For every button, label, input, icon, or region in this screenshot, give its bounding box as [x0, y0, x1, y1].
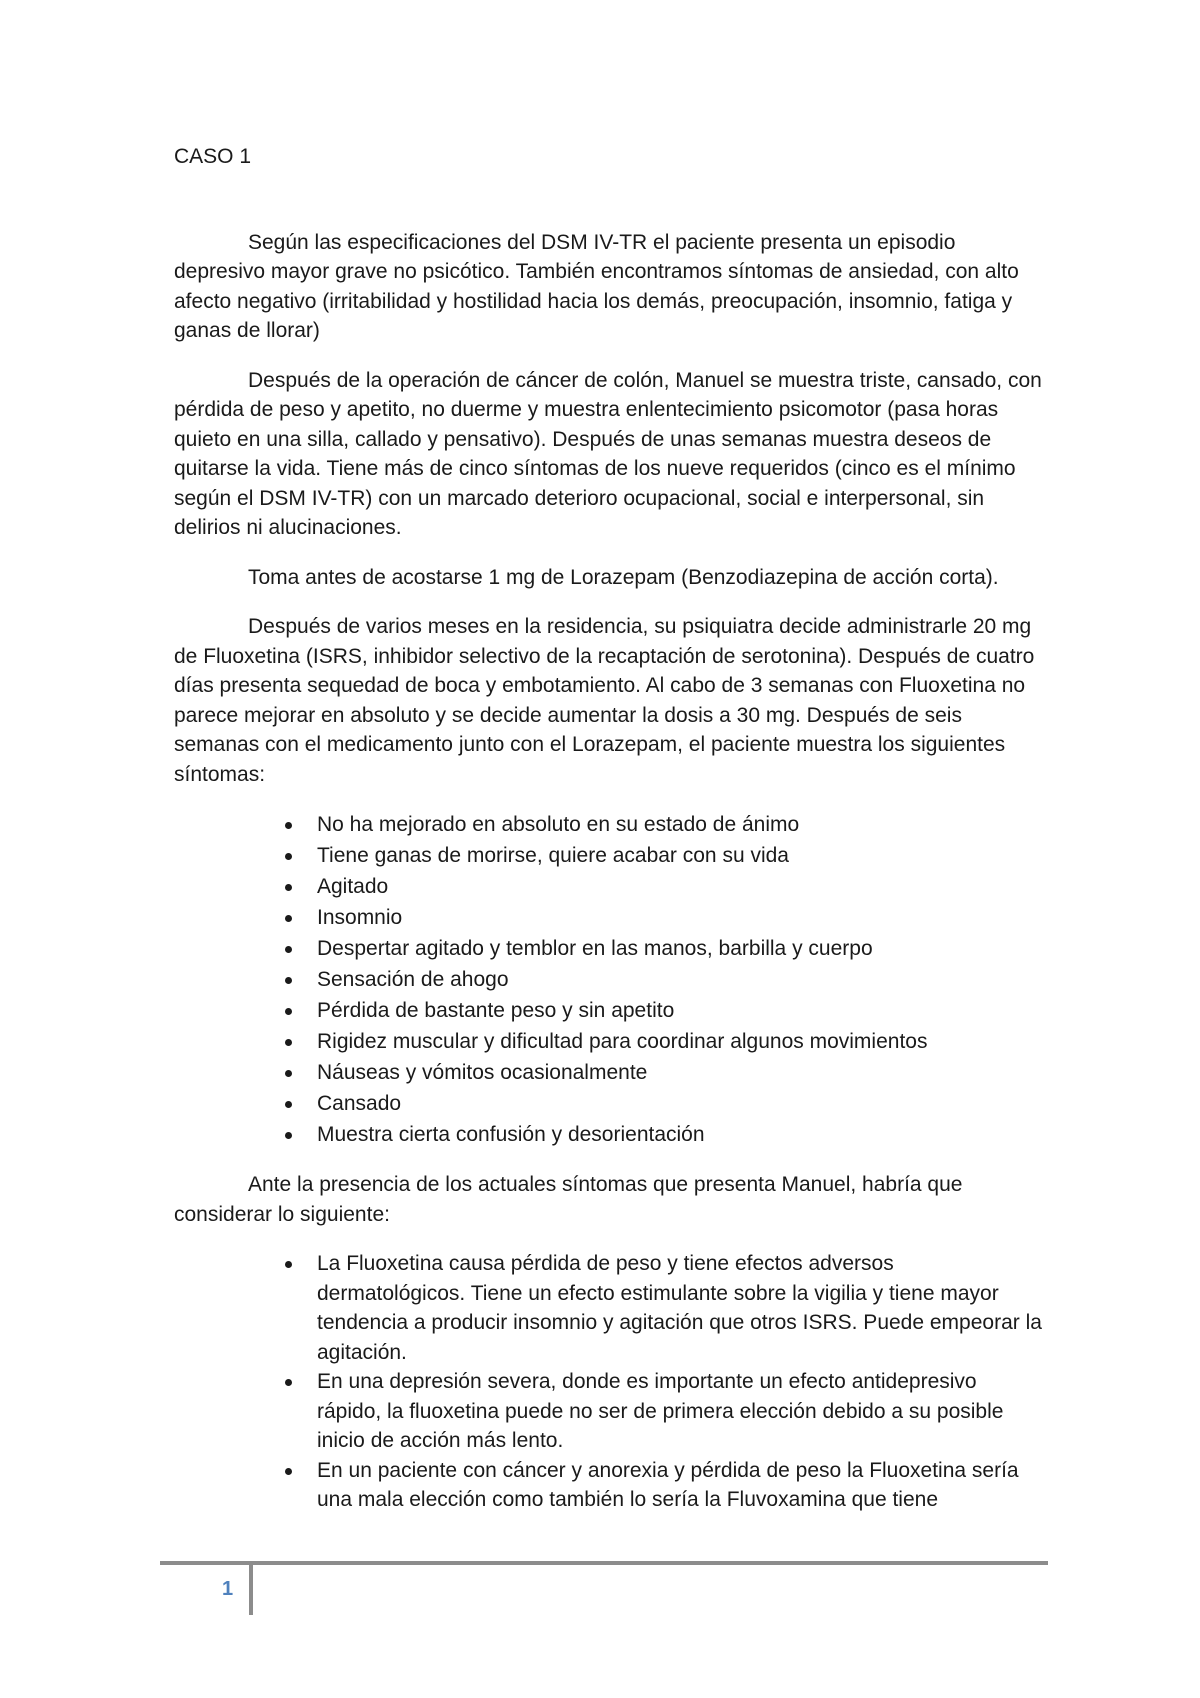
symptoms-list — [174, 809, 1044, 1150]
list-item: Insomnio — [174, 902, 1044, 933]
list-item: Pérdida de bastante peso y sin apetito — [174, 995, 1044, 1026]
list-item: Tiene ganas de morirse, quiere acabar con su vida — [174, 840, 1044, 871]
list-item: En un paciente con cáncer y anorexia y pérdida de peso la Fluoxetina sería una mala elección como también lo sería la Fluvoxamina que tiene — [174, 1456, 1044, 1515]
considerations-list — [174, 1249, 1044, 1515]
list-item: La Fluoxetina causa pérdida de peso y tiene efectos adversos dermatológicos. Tiene un efecto estimulante sobre la vigilia y tiene mayor tendencia a producir insomnio y agitación que otros ISRS. Puede empeorar la agitación. — [174, 1249, 1044, 1367]
list-item: No ha mejorado en absoluto en su estado de ánimo — [174, 809, 1044, 840]
paragraph-considerations-intro: Ante la presencia de los actuales síntomas que presenta Manuel, habría que considerar lo siguiente: — [174, 1173, 963, 1226]
list-item: Náuseas y vómitos ocasionalmente — [174, 1057, 1044, 1088]
paragraph-fluoxetine: Después de varios meses en la residencia, su psiquiatra decide administrarle 20 mg de Fluoxetina (ISRS, inhibidor selectivo de la recaptación de serotonina). Después de cuatro días presenta sequedad de boca y embotamiento. Al cabo de 3 semanas con Fluoxetina no parece mejorar en absoluto y se decide aumentar la dosis a 30 mg. Después de seis semanas con el medicamento junto con el Lorazepam, el paciente muestra los siguientes síntomas: — [174, 615, 1035, 786]
list-item: Despertar agitado y temblor en las manos, barbilla y cuerpo — [174, 933, 1044, 964]
list-item: Rigidez muscular y dificultad para coordinar algunos movimientos — [174, 1026, 1044, 1057]
list-item: Agitado — [174, 871, 1044, 902]
paragraph-diagnosis: Según las especificaciones del DSM IV-TR el paciente presenta un episodio depresivo mayor grave no psicótico. También encontramos síntomas de ansiedad, con alto afecto negativo (irritabilidad y hostilidad hacia los demás, preocupación, insomnio, fatiga y ganas de llorar) — [174, 230, 1019, 342]
paragraph-lorazepam: Toma antes de acostarse 1 mg de Lorazepam (Benzodiazepina de acción corta). — [248, 565, 999, 589]
paragraph-history: Después de la operación de cáncer de colón, Manuel se muestra triste, cansado, con pérdida de peso y apetito, no duerme y muestra enlentecimiento psicomotor (pasa horas quieto en una silla, callado y pensativo). Después de unas semanas muestra deseos de quitarse la vida. Tiene más de cinco síntomas de los nueve requeridos (cinco es el mínimo según el DSM IV-TR) con un marcado deterioro ocupacional, social e interpersonal, sin delirios ni alucinaciones. — [174, 368, 1042, 539]
case-heading: CASO 1 — [174, 145, 252, 168]
list-item: En una depresión severa, donde es importante un efecto antidepresivo rápido, la fluoxetina puede no ser de primera elección debido a su posible inicio de acción más lento. — [174, 1367, 1044, 1456]
list-item: Muestra cierta confusión y desorientación — [174, 1119, 1044, 1150]
document-body — [174, 142, 1044, 1535]
list-item: Sensación de ahogo — [174, 964, 1044, 995]
footer-divider — [249, 1565, 253, 1615]
footer-rule — [160, 1561, 1048, 1565]
list-item: Cansado — [174, 1088, 1044, 1119]
page-number: 1 — [222, 1578, 234, 1600]
